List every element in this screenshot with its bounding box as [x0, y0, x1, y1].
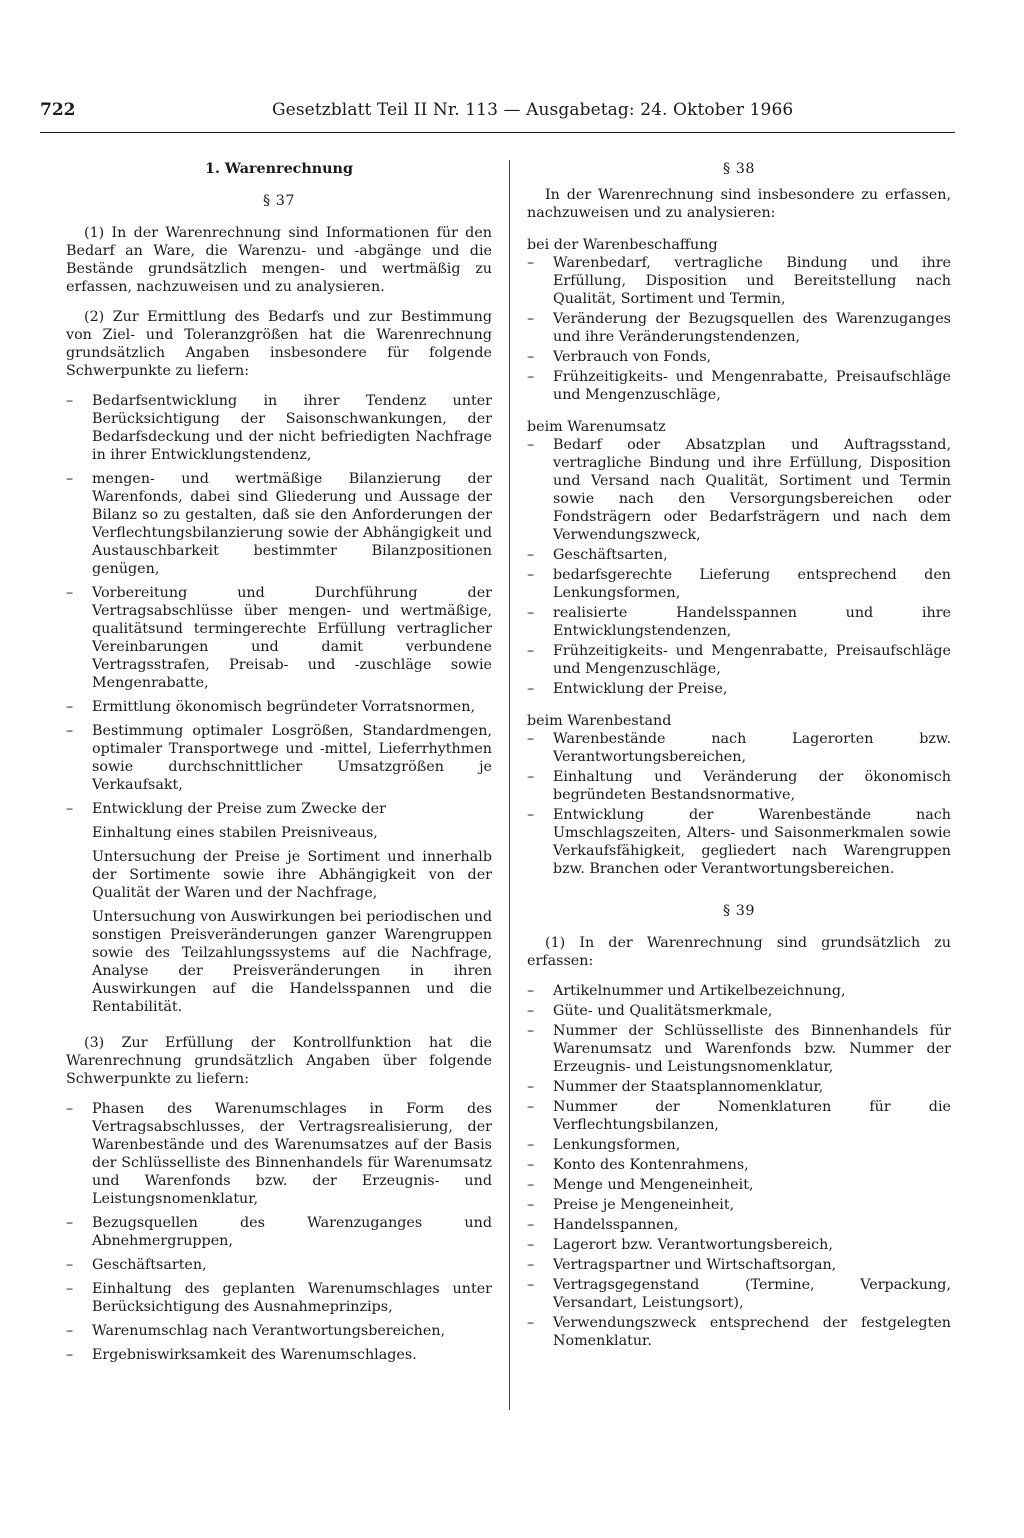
- column-divider: [509, 160, 510, 1410]
- list-item: – Bedarfsentwicklung in ihrer Tendenz unter Berücksichtigung der Saisonschwankungen, der Bedarfsdeckung und der nicht befriedigten Nachfrage in ihrer Entwicklungstendenz,: [66, 392, 492, 464]
- list-item: – Vertragsgegenstand (Termine, Verpackung, Versandart, Leistungsort),: [527, 1276, 951, 1312]
- list-item: – Ergebniswirksamkeit des Warenumschlages.: [66, 1346, 492, 1364]
- list-item: – Nummer der Staatsplannomenklatur,: [527, 1078, 951, 1096]
- right-column: [527, 160, 951, 1352]
- page-number: 722: [40, 100, 76, 120]
- list-item: – bedarfsgerechte Lieferung entsprechend den Lenkungsformen,: [527, 566, 951, 602]
- list-item: – Nummer der Nomenklaturen für die Verflechtungsbilanzen,: [527, 1098, 951, 1134]
- list-item: – Lenkungsformen,: [527, 1136, 951, 1154]
- list-item: – Einhaltung und Veränderung der ökonomisch begründeten Bestandsnormative,: [527, 768, 951, 804]
- page-header: [40, 98, 955, 133]
- paragraph-38-intro: In der Warenrechnung sind insbesondere zu erfassen, nachzuweisen und zu analysieren:: [527, 187, 951, 221]
- list-item: – Warenbedarf, vertragliche Bindung und ihre Erfüllung, Disposition und Bereitstellung nach Qualität, Sortiment und Termin,: [527, 254, 951, 308]
- list-item: – Veränderung der Bezugsquellen des Warenzuganges und ihre Veränderungstendenzen,: [527, 310, 951, 346]
- list-item: – Warenbestände nach Lagerorten bzw. Verantwortungsbereichen,: [527, 730, 951, 766]
- list-item: – Frühzeitigkeits- und Mengenrabatte, Preisaufschläge und Mengenzuschläge,: [527, 368, 951, 404]
- left-column: [66, 160, 492, 1370]
- list-item: – Ermittlung ökonomisch begründeter Vorratsnormen,: [66, 698, 492, 716]
- list-umsatz: [527, 436, 951, 698]
- paragraph-37-3: (3) Zur Erfüllung der Kontrollfunktion hat die Warenrechnung grundsätzlich Angaben über folgende Schwerpunkte zu liefern:: [66, 1035, 492, 1087]
- paragraph-39-intro: (1) In der Warenrechnung sind grundsätzlich zu erfassen:: [527, 935, 951, 969]
- list-item: – Warenumschlag nach Verantwortungsbereichen,: [66, 1322, 492, 1340]
- paragraph-37-heading: § 37: [263, 193, 295, 209]
- list-item: – Lagerort bzw. Verantwortungsbereich,: [527, 1236, 951, 1254]
- list-item: – Bezugsquellen des Warenzuganges und Abnehmergruppen,: [66, 1214, 492, 1250]
- list-item: – Verbrauch von Fonds,: [527, 348, 951, 366]
- sublist-item: Untersuchung der Preise je Sortiment und innerhalb der Sortimente sowie ihre Abhängigkeit von der Qualität der Waren und der Nachfrage,: [92, 849, 492, 901]
- list-item: – Geschäftsarten,: [66, 1256, 492, 1274]
- list-39: [527, 982, 951, 1350]
- list-item: – Geschäftsarten,: [527, 546, 951, 564]
- list-item: – Güte- und Qualitätsmerkmale,: [527, 1002, 951, 1020]
- paragraph-37-2: (2) Zur Ermittlung des Bedarfs und zur Bestimmung von Ziel- und Toleranzgrößen hat die Warenrechnung grundsätzlich Angaben insbesondere für folgende Schwerpunkte zu liefern:: [66, 309, 492, 379]
- list-item: – Frühzeitigkeits- und Mengenrabatte, Preisaufschläge und Mengenzuschläge,: [527, 642, 951, 678]
- group-label-umsatz: beim Warenumsatz: [527, 419, 666, 435]
- list-item: – Nummer der Schlüsselliste des Binnenhandels für Warenumsatz und Warenfonds bzw. Nummer der Erzeugnis- und Leistungsnomenklatur,: [527, 1022, 951, 1076]
- list-37-2: [66, 392, 492, 818]
- price-sublist: [66, 824, 492, 1016]
- sublist-item: Untersuchung von Auswirkungen bei periodischen und sonstigen Preisveränderungen ganzer Warengruppen sowie des Teilzahlungssystems auf die Nachfrage, Analyse der Preisveränderungen in ihren Auswirkungen auf die Handelsspannen und die Rentabilität.: [92, 909, 492, 1015]
- list-beschaffung: [527, 254, 951, 404]
- list-item: – Entwicklung der Preise,: [527, 680, 951, 698]
- page-title: Gesetzblatt Teil II Nr. 113 — Ausgabetag: 24. Oktober 1966: [272, 100, 794, 120]
- list-item: – Entwicklung der Warenbestände nach Umschlagszeiten, Alters- und Saisonmerkmalen sowie Verkaufsfähigkeit, gegliedert nach Warengruppen bzw. Branchen oder Verantwortungsbereichen.: [527, 806, 951, 878]
- list-item: – Vorbereitung und Durchführung der Vertragsabschlüsse über mengen- und wertmäßige, qualitätsund termingerechte Erfüllung vertraglicher Vereinbarungen und damit verbundene Vertragsstrafen, Preisab- und -zuschläge sowie Mengenrabatte,: [66, 584, 492, 692]
- list-item: – Bestimmung optimaler Losgrößen, Standardmengen, optimaler Transportwege und -mittel, Lieferrhythmen sowie durchschnittlicher Umsatzgrößen je Verkaufsakt,: [66, 722, 492, 794]
- sublist-item: Einhaltung eines stabilen Preisniveaus,: [92, 825, 378, 841]
- list-item: – Phasen des Warenumschlages in Form des Vertragsabschlusses, der Vertragsrealisierung, der Warenbestände und des Warenumsatzes auf der Basis der Schlüsselliste des Binnenhandels für Warenumsatz und Warenfonds bzw. der Erzeugnis- und Leistungsnomenklatur,: [66, 1100, 492, 1208]
- list-item: – Menge und Mengeneinheit,: [527, 1176, 951, 1194]
- group-label-beschaffung: bei der Warenbeschaffung: [527, 237, 718, 253]
- section-heading: 1. Warenrechnung: [205, 161, 353, 177]
- list-37-3: [66, 1100, 492, 1364]
- list-item: – Bedarf oder Absatzplan und Auftragsstand, vertragliche Bindung und ihre Erfüllung, Disposition und Versand nach Qualität, Sortiment und Termin sowie nach den Versorgungsbereichen oder Fondsträgern oder Bedarfsträgern und nach dem Verwendungszweck,: [527, 436, 951, 544]
- list-item: – Konto des Kontenrahmens,: [527, 1156, 951, 1174]
- paragraph-37-1: (1) In der Warenrechnung sind Informationen für den Bedarf an Ware, die Warenzu- und -abgänge und die Bestände grundsätzlich mengen- und wertmäßig zu erfassen, nachzuweisen und zu analysieren.: [66, 225, 492, 295]
- list-item: – realisierte Handelsspannen und ihre Entwicklungstendenzen,: [527, 604, 951, 640]
- list-item: – Preise je Mengeneinheit,: [527, 1196, 951, 1214]
- list-item: – Handelsspannen,: [527, 1216, 951, 1234]
- list-item: – Verwendungszweck entsprechend der festgelegten Nomenklatur.: [527, 1314, 951, 1350]
- group-label-bestand: beim Warenbestand: [527, 713, 672, 729]
- list-item: – Einhaltung des geplanten Warenumschlages unter Berücksichtigung des Ausnahmeprinzips,: [66, 1280, 492, 1316]
- list-item: – Entwicklung der Preise zum Zwecke der: [66, 800, 492, 818]
- list-bestand: [527, 730, 951, 878]
- list-item: – Artikelnummer und Artikelbezeichnung,: [527, 982, 951, 1000]
- paragraph-39-heading: § 39: [723, 903, 755, 919]
- list-item: – Vertragspartner und Wirtschaftsorgan,: [527, 1256, 951, 1274]
- paragraph-38-heading: § 38: [723, 161, 755, 177]
- list-item: – mengen- und wertmäßige Bilanzierung der Warenfonds, dabei sind Gliederung und Aussage der Bilanz so zu gestalten, daß sie den Anforderungen der Verflechtungsbilanzierung sowie der Abhängigkeit und Austauschbarkeit bestimmter Bilanzpositionen genügen,: [66, 470, 492, 578]
